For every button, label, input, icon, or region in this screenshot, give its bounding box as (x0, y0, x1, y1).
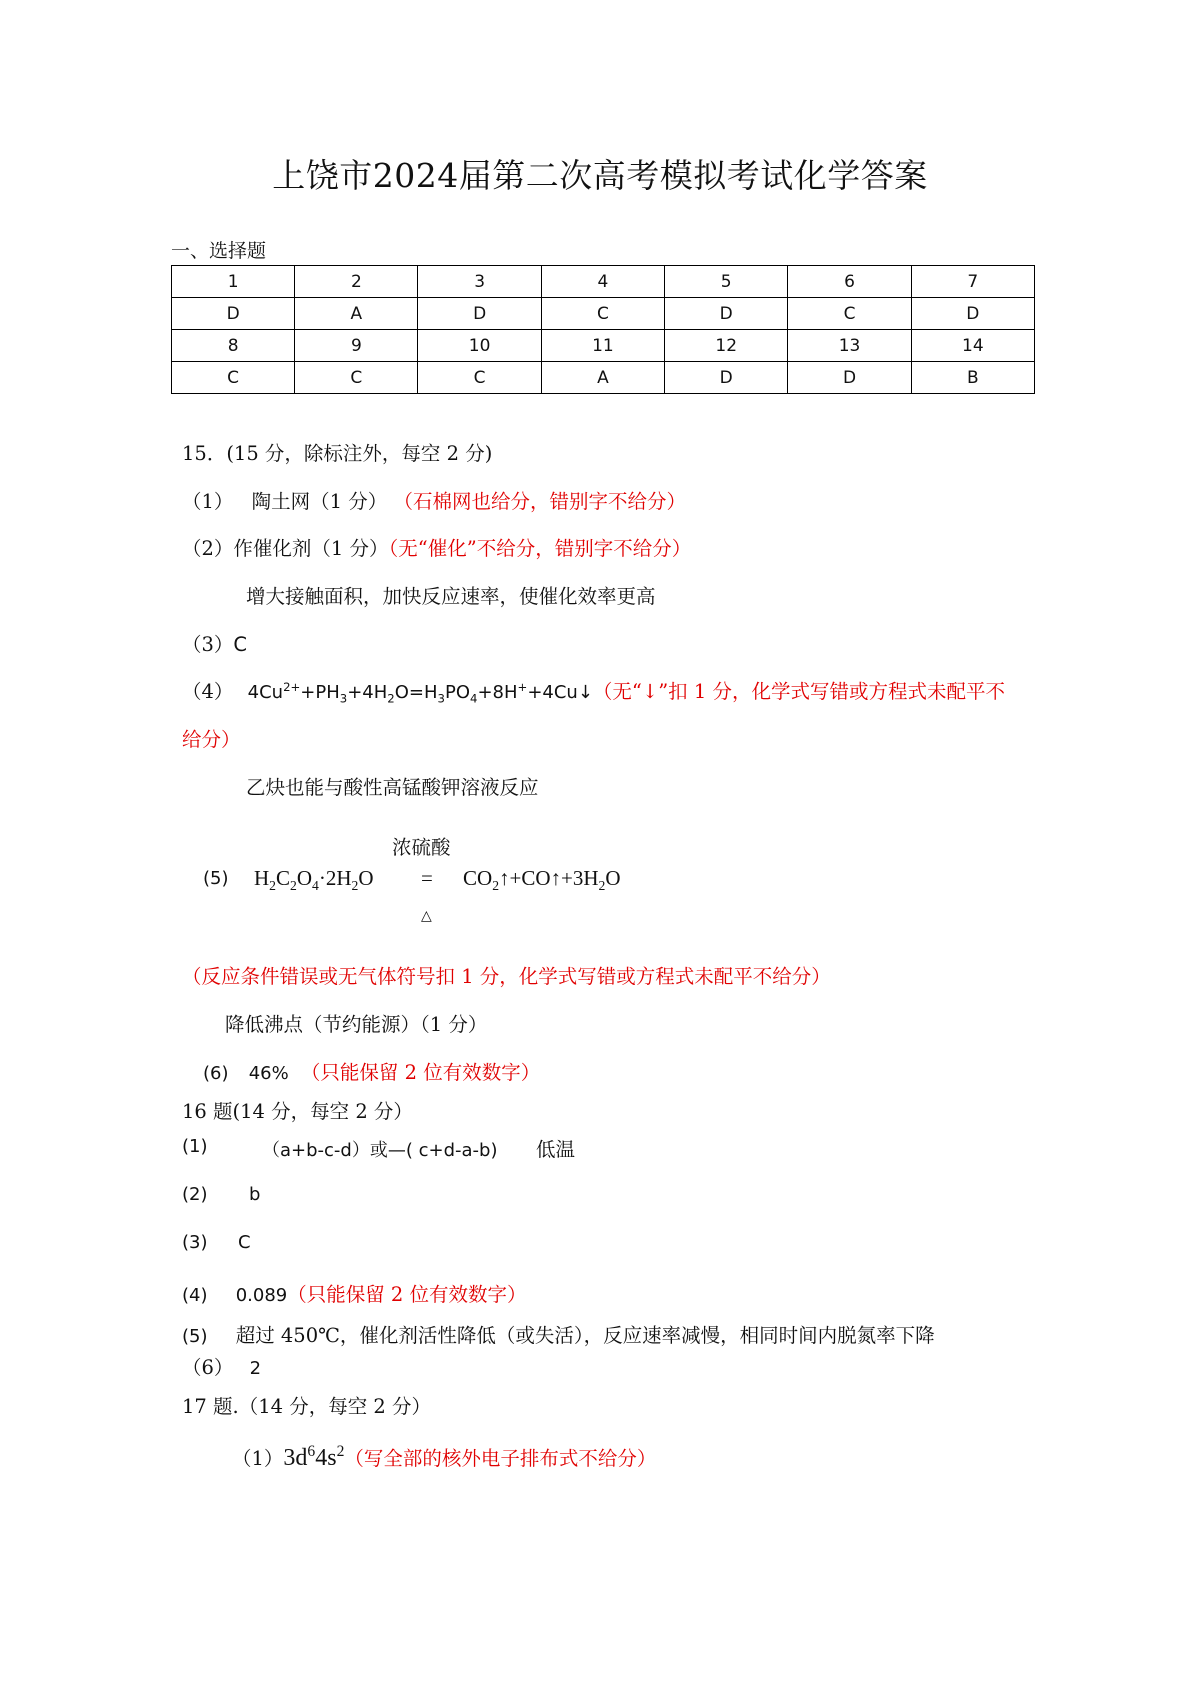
q15-part6 (203, 1057, 540, 1085)
q15-p3-label: （3） (182, 633, 234, 656)
page-title: 上饶市2024届第二次高考模拟考试化学答案 (272, 156, 928, 195)
answer-cell: C (172, 362, 295, 394)
q16-p5-label: (5) (182, 1326, 208, 1347)
question-number-cell: 1 (172, 266, 295, 298)
section-heading-choice: 一、选择题 (171, 240, 267, 262)
q17-p1-note: （写全部的核外电子排布式不给分） (344, 1447, 657, 1470)
q16-p4-label: (4) (182, 1285, 208, 1306)
choice-answer-table (171, 265, 1035, 394)
question-number-cell: 7 (911, 266, 1034, 298)
q15-p5-condition: 浓硫酸 (392, 836, 451, 859)
formula-part: ↑+CO↑+3H (499, 866, 599, 890)
question-number-cell: 14 (911, 330, 1034, 362)
formula-part: 4 (312, 878, 319, 894)
q16-p5-answer: 超过 450℃，催化剂活性降低（或失活），反应速率减慢，相同时间内脱氮率下降 (235, 1324, 935, 1347)
q16-p6-label: （6） (182, 1356, 234, 1379)
q15-header: 15．(15 分，除标注外，每空 2 分) (182, 442, 493, 465)
q15-p3-answer: C (233, 633, 248, 656)
answer-cell: D (665, 298, 788, 330)
q17-p1-config (283, 1445, 344, 1471)
answer-cell: C (541, 298, 664, 330)
q15-p2-answer: 作催化剂（1 分） (233, 537, 389, 560)
q16-p1-answer2: 低温 (536, 1138, 576, 1161)
formula-part: +PH (300, 682, 340, 703)
formula-part: C (276, 866, 291, 890)
formula-part: H (254, 866, 270, 890)
q15-p2-note: （无“催化”不给分，错别字不给分） (388, 537, 692, 560)
question-number-cell: 13 (788, 330, 911, 362)
formula-part: + (517, 680, 528, 694)
formula-part: O (605, 866, 621, 890)
q15-p2-label: （2） (182, 537, 234, 560)
formula-part: +4H (347, 682, 388, 703)
q15-p5-equals: = (421, 866, 433, 890)
q16-part6 (182, 1352, 261, 1380)
question-number-cell: 8 (172, 330, 295, 362)
answer-cell: B (911, 362, 1034, 394)
formula-part: 2 (387, 691, 395, 706)
q15-p5-product (463, 866, 621, 894)
formula-part: 2+ (283, 680, 301, 694)
q16-p3-label: (3) (182, 1232, 208, 1253)
formula-part: O (296, 866, 313, 890)
formula-part: 2 (492, 878, 500, 894)
q15-p2-answer2: 增大接触面积，加快反应速率，使催化效率更高 (246, 585, 656, 608)
formula-part: 2 (336, 1443, 345, 1460)
q16-header: 16 题(14 分，每空 2 分） (182, 1100, 413, 1123)
answer-row (172, 362, 1035, 394)
q16-p1-answer: （a+b-c-d）或—( c+d-a-b) (262, 1140, 498, 1161)
q15-p6-answer: 46% (248, 1063, 289, 1084)
question-number-row (172, 266, 1035, 298)
formula-part: ·2H (318, 866, 352, 890)
q16-p4-answer: 0.089 (235, 1285, 288, 1306)
formula-part: 6 (307, 1443, 316, 1460)
q15-p4-note-1: （无“↓”扣 1 分，化学式写错或方程式未配平不 (592, 680, 1005, 703)
question-number-cell: 12 (665, 330, 788, 362)
q15-part1 (182, 486, 686, 514)
q17-part1 (232, 1443, 656, 1472)
q16-p2-answer: b (249, 1184, 261, 1205)
q15-p5-reactant (254, 866, 374, 894)
q15-p5-answer2: 降低沸点（节约能源）（1 分） (225, 1013, 488, 1036)
question-number-cell: 5 (665, 266, 788, 298)
answer-cell: D (172, 298, 295, 330)
answer-cell: D (418, 298, 541, 330)
answer-cell: C (788, 298, 911, 330)
formula-part: 3 (339, 691, 348, 706)
formula-part: 4Cu (247, 682, 284, 703)
formula-part: 2 (290, 878, 297, 894)
q15-part4 (182, 676, 1005, 706)
q15-p5-label: (5) (203, 868, 229, 889)
q15-p6-label: (6) (203, 1063, 229, 1084)
q16-p2-label: (2) (182, 1184, 208, 1205)
formula-part: 2 (351, 878, 359, 894)
question-number-cell: 11 (541, 330, 664, 362)
q15-p1-label: （1） (182, 490, 234, 513)
formula-part: PO (444, 682, 470, 703)
answer-cell: D (665, 362, 788, 394)
answer-row (172, 298, 1035, 330)
q16-p3-answer: C (238, 1232, 251, 1253)
answer-cell: A (295, 298, 418, 330)
answer-cell: D (911, 298, 1034, 330)
formula-part: +8H (477, 682, 518, 703)
answer-cell: A (541, 362, 664, 394)
formula-part: 2 (269, 878, 276, 894)
q15-part2 (182, 533, 691, 561)
formula-part: CO (463, 866, 493, 890)
formula-part: 4s (315, 1445, 337, 1471)
q16-p4-note: （只能保留 2 位有效数字） (287, 1283, 527, 1306)
q15-p4-note-2: 给分） (182, 728, 241, 751)
question-number-cell: 4 (541, 266, 664, 298)
q15-p1-note: （石棉网也给分，错别字不给分） (393, 490, 686, 513)
q15-p6-note: （只能保留 2 位有效数字） (300, 1061, 541, 1084)
answer-cell: C (295, 362, 418, 394)
formula-part: +4Cu↓ (527, 682, 593, 703)
q15-p4-answer2: 乙炔也能与酸性高锰酸钾溶液反应 (246, 776, 539, 799)
question-number-cell: 10 (418, 330, 541, 362)
question-number-row (172, 330, 1035, 362)
answer-cell: C (418, 362, 541, 394)
answer-cell: D (788, 362, 911, 394)
formula-part: 3 (437, 691, 445, 706)
q16-part5 (182, 1320, 935, 1348)
q17-p1-label: （1） (232, 1447, 284, 1470)
q17-header: 17 题.（14 分，每空 2 分） (182, 1395, 432, 1418)
q15-part3 (182, 629, 247, 657)
q15-p1-answer: 陶土网（1 分） (251, 490, 388, 513)
q16-p6-answer: 2 (249, 1358, 262, 1379)
formula-part: 3d (283, 1445, 308, 1471)
formula-part: O (358, 866, 374, 890)
q15-p4-equation (247, 680, 593, 706)
q15-p5-heat: △ (421, 908, 432, 924)
q15-p5-note: （反应条件错误或无气体符号扣 1 分，化学式写错或方程式未配平不给分） (182, 965, 831, 988)
formula-part: O=H (394, 682, 438, 703)
question-number-cell: 3 (418, 266, 541, 298)
formula-part: 2 (598, 878, 606, 894)
q16-p1-label: (1) (182, 1136, 208, 1157)
q15-p4-label: （4） (182, 680, 234, 703)
formula-part: 4 (470, 691, 478, 706)
question-number-cell: 2 (295, 266, 418, 298)
q16-part4 (182, 1279, 527, 1307)
question-number-cell: 9 (295, 330, 418, 362)
question-number-cell: 6 (788, 266, 911, 298)
